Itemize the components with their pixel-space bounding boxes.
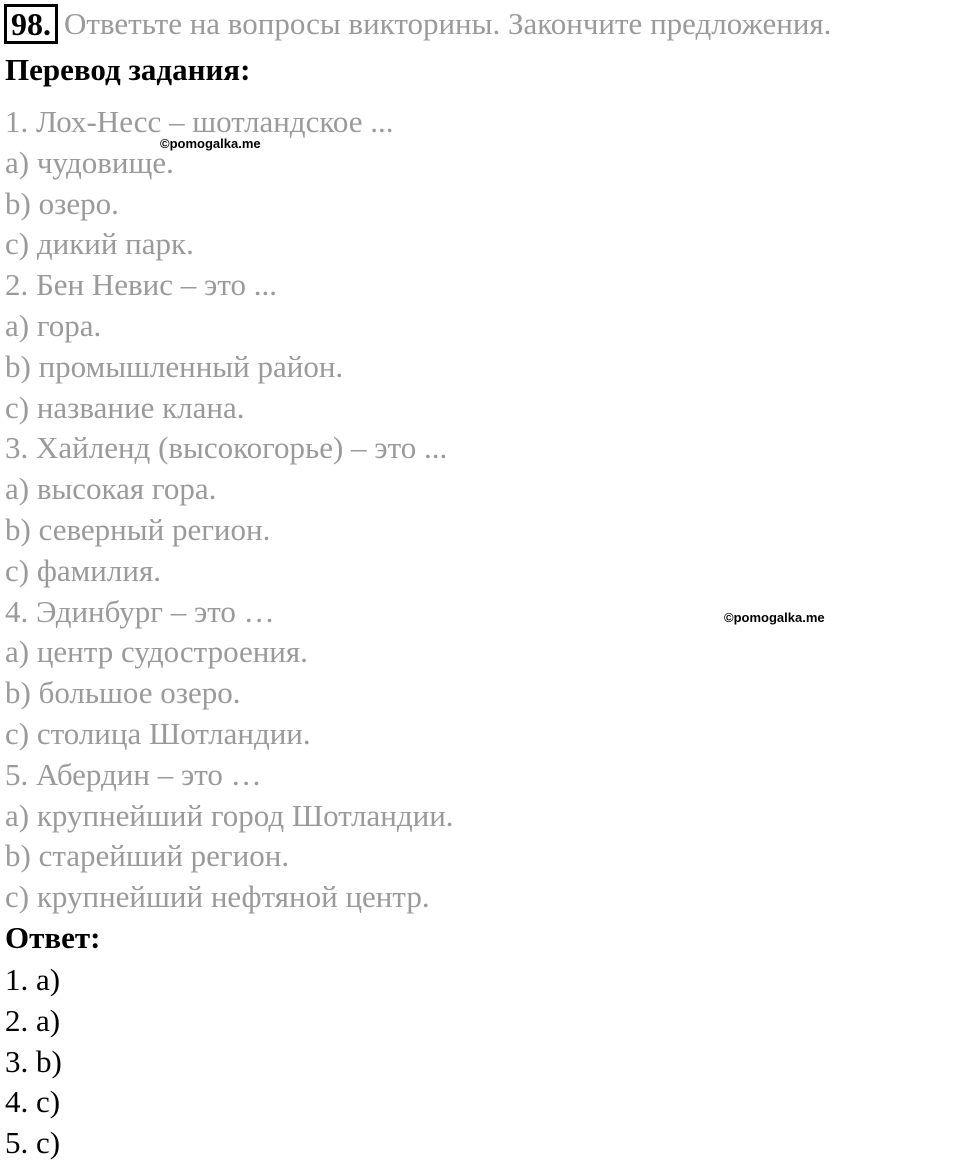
option-line: b) большое озеро. <box>5 675 241 711</box>
answer-line: 1. a) <box>5 962 61 997</box>
option-line: b) старейший регион. <box>5 838 290 874</box>
task-number-box: 98. <box>4 4 58 44</box>
answer-line: 2. a) <box>5 1002 61 1038</box>
option-line: c) столица Шотландии. <box>5 715 311 751</box>
option-line: b) озеро. <box>5 185 119 221</box>
option-line: b) северный регион. <box>5 511 271 547</box>
option-line: a) гора. <box>5 307 102 343</box>
option-line: b) промышленный район. <box>5 348 344 384</box>
option-line: c) крупнейший нефтяной центр. <box>5 879 430 915</box>
question-line: 2. Бен Невис – это ... <box>5 267 277 303</box>
option-line: c) дикий парк. <box>5 226 194 262</box>
question-line: 3. Хайленд (высокогорье) – это ... <box>5 430 448 466</box>
question-line: 1. Лох-Несс – шотландское ... <box>5 104 394 139</box>
answer-line: 4. c) <box>5 1084 61 1120</box>
translation-title: Перевод задания: <box>5 52 251 87</box>
option-line: a) чудовище. <box>5 144 174 180</box>
watermark-middle: ©pomogalka.me <box>724 610 825 625</box>
watermark-top: ©pomogalka.me <box>160 136 261 151</box>
answer-title: Ответ: <box>5 920 101 955</box>
option-line: a) крупнейший город Шотландии. <box>5 797 454 833</box>
question-line: 4. Эдинбург – это … <box>5 593 275 629</box>
task-header <box>4 4 831 44</box>
question-line: 5. Абердин – это … <box>5 756 262 792</box>
answer-line: 3. b) <box>5 1043 62 1079</box>
option-line: a) высокая гора. <box>5 471 217 507</box>
quiz-list <box>5 102 454 918</box>
answer-list <box>5 960 62 1164</box>
option-line: c) фамилия. <box>5 552 161 588</box>
task-instruction: Ответьте на вопросы викторины. Закончите предложения. <box>64 6 832 41</box>
option-line: a) центр судостроения. <box>5 634 308 670</box>
answer-line: 5. c) <box>5 1125 61 1161</box>
option-line: c) название клана. <box>5 389 245 425</box>
